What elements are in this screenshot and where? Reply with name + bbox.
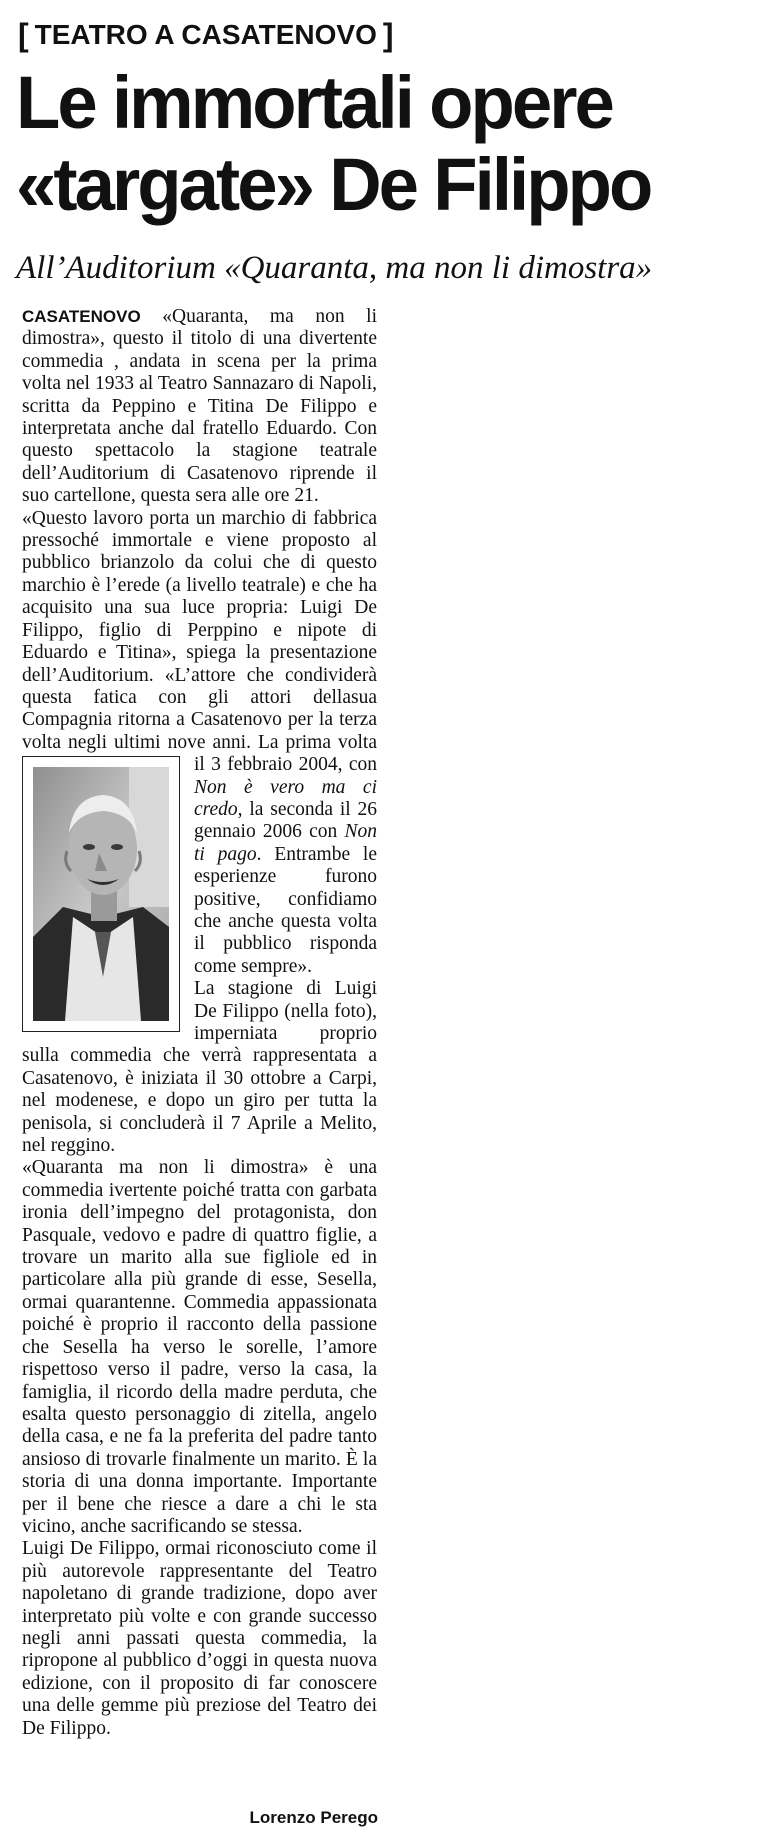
paragraph-2-part-a: «Questo lavoro porta un marchio di fabbrica pressoché immortale e viene proposto al pubblico brianzolo da colui che di questo marchio è l’erede (a livello teatrale) e che ha acquisito una sua luce propria: Luigi De Filippo, figlio di Perppino e nipote di Eduardo e Titina», spiega la presentazione dell’Auditorium. «L’attore che condividerà questa fatica con gli attori dellasua Compagnia ritorna a Casatenovo per la terza volta negli ultimi nove anni. La prima volta il 3 febbraio 2004, con	[22, 507, 377, 776]
headline-line-2: «targate» De Filippo	[16, 143, 651, 226]
subheadline: All’Auditorium «Quaranta, ma non li dimostra»	[16, 250, 653, 286]
paragraph-1-text: «Quaranta, ma non li dimostra», questo il titolo di una divertente commedia , andata in scena per la prima volta nel 1933 al Teatro Sannazaro di Napoli, scritta da Peppino e Titina De Filippo e interpretata anche dal fratello Eduardo. Con questo spettacolo la stagione teatrale dell’Auditorium di Casatenovo riprende il suo cartellone, questa sera alle ore 21.	[22, 306, 377, 507]
paragraph-3: La stagione di Luigi De Filippo (nella foto), imperniata proprio sulla commedia che verrà rappresentata a Casatenovo, è iniziata il 30 ottobre a Carpi, nel modenese, e dopo un giro per tutta la penisola, si concluderà il 7 Aprile a Melito, nel reggino.	[22, 978, 377, 1157]
kicker-bracket-close: ]	[382, 16, 394, 53]
portrait-illustration	[33, 767, 169, 1021]
article-body	[22, 306, 377, 1740]
paragraph-1	[22, 306, 377, 508]
kicker-text: TEATRO A CASATENOVO	[34, 19, 377, 50]
paragraph-5: Luigi De Filippo, ormai riconosciuto come il più autorevole rappresentante del Teatro napoletano di grande tradizione, dopo aver interpretato più volte e con grande successo negli anni passati questa commedia, la ripropone al pubblico d’oggi in questa nuova edizione, con il proposito di far conoscere una delle gemme più preziose del Teatro dei De Filippo.	[22, 1538, 377, 1739]
paragraph-4: «Quaranta ma non li dimostra» è una commedia ivertente poiché tratta con garbata ironia dell’impegno del protagonista, don Pasquale, vedovo e padre di quattro figlie, a trovare un marito alla sue figliole ed in particolare alla più grande di esse, Sesella, ormai quarantenne. Commedia appassionata poiché è proprio il racconto della passione che Sesella ha verso le sorelle, l’amore rispettoso verso il padre, verso la casa, la famiglia, il ricordo della madre perduta, che esalta questo personaggio di zitella, angelo della casa, e ne fa la preferita del padre tanto ansioso di trovarle finalmente un marito. È la storia di una donna importante. Importante per il bene che riesce a dare a chi le sta vicino, anche sacrificando se stessa.	[22, 1157, 377, 1537]
dateline: CASATENOVO	[22, 307, 141, 326]
photo-frame	[22, 756, 180, 1032]
portrait-photo	[33, 767, 169, 1021]
paragraph-2	[22, 508, 377, 979]
byline: Lorenzo Perego	[249, 1808, 378, 1827]
title-non-e-vero: Non è vero ma ci credo,	[194, 776, 377, 820]
headline	[16, 62, 751, 226]
headline-line-1: Le immortali opere	[16, 61, 612, 144]
title-non-ti-pago: Non ti pago	[194, 821, 377, 865]
paragraph-2-part-c: . Entrambe le esperienze furono positive, confidiamo che anche questa volta il pubblico risponda come sempre».	[194, 843, 377, 977]
paragraph-2-part-b: la seconda il 26 gennaio 2006 con	[194, 798, 377, 843]
kicker-bracket-open: [	[18, 16, 29, 53]
section-kicker	[18, 18, 394, 52]
